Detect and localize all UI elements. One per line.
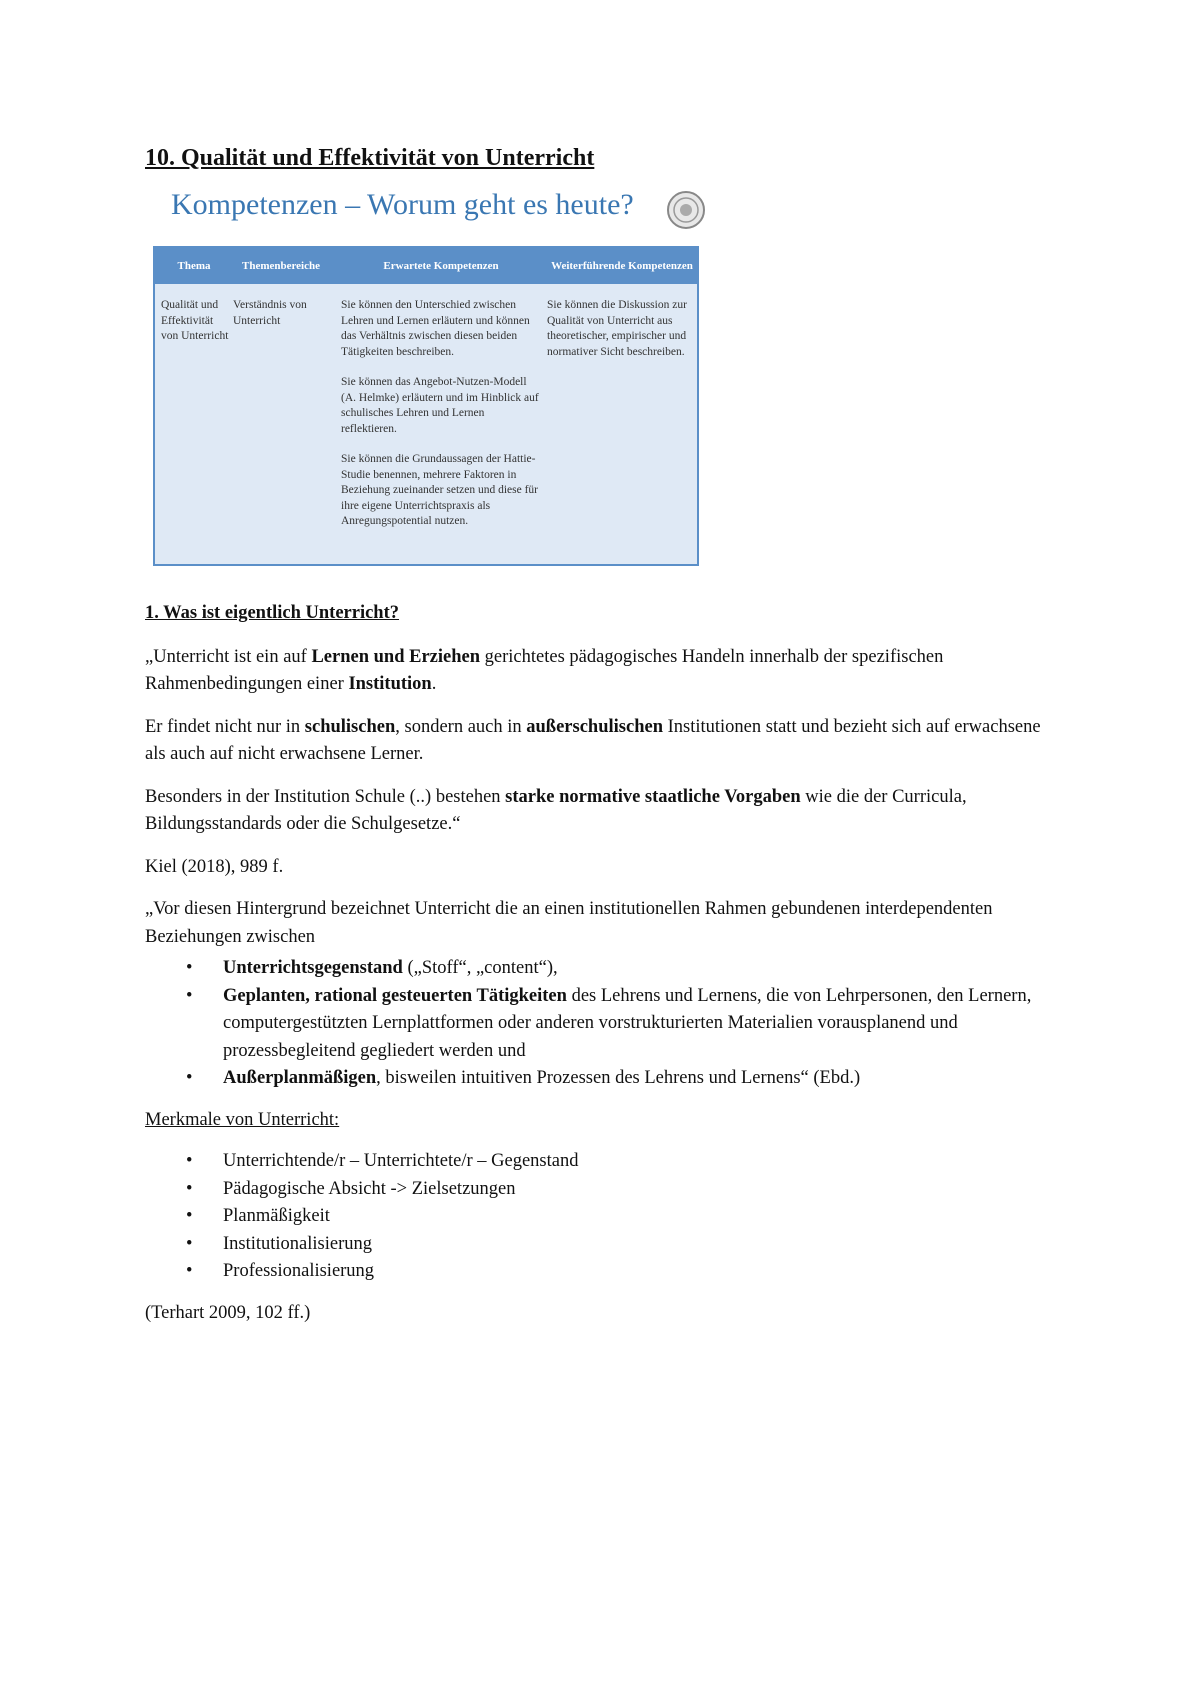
list-item: • Professionalisierung bbox=[218, 1258, 1065, 1286]
bold-text: Institution bbox=[348, 674, 432, 694]
cell-themenbereich: Verständnis von Unterricht bbox=[233, 299, 307, 327]
paragraph-institutions bbox=[145, 714, 1065, 769]
bold-text: Geplanten, rational gesteuerten Tätigkeiten bbox=[223, 985, 567, 1006]
merkmale-label: Merkmale von Unterricht: bbox=[145, 1109, 340, 1130]
competence-table bbox=[153, 246, 699, 566]
list-item bbox=[218, 955, 1065, 983]
bold-text: Lernen und Erziehen bbox=[311, 646, 481, 667]
text: des Lehrens und Lernens, die von Lehrpersonen, den Lernern, computergestützten Lernplattformen oder anderen vorstrukturierten Materialien vorausplanend und prozessbegleitend gegliedert werden und bbox=[223, 985, 1032, 1061]
text: („Stoff“, „content“), bbox=[402, 958, 558, 978]
table-header bbox=[155, 248, 697, 284]
relations-list bbox=[145, 955, 1065, 1093]
text: gerichtetes pädagogisches Handeln innerhalb der spezifischen Rahmenbedingungen einer bbox=[145, 646, 944, 694]
list-item bbox=[218, 983, 1065, 1066]
text: . bbox=[431, 674, 437, 694]
text: wie die der Curricula, Bildungsstandards oder die Schulgesetze.“ bbox=[145, 786, 967, 834]
erwartete-item: Sie können die Grundaussagen der Hattie-Studie benennen, mehrere Faktoren in Beziehung zueinander setzen und diese für ihre eigene Unterrichtspraxis als Anregungspotential nutzen. bbox=[341, 453, 539, 527]
text: „Unterricht ist ein auf bbox=[145, 646, 312, 667]
list-item: • Institutionalisierung bbox=[218, 1231, 1065, 1259]
list-item bbox=[218, 1065, 1065, 1093]
header-thema: Thema bbox=[177, 259, 211, 272]
list-item: • Pädagogische Absicht -> Zielsetzungen bbox=[218, 1176, 1065, 1204]
bold-text: Unterrichtsgegenstand bbox=[223, 958, 403, 978]
list-item: • Planmäßigkeit bbox=[218, 1203, 1065, 1231]
university-seal-icon bbox=[666, 190, 706, 230]
text: Institutionen statt und bezieht sich auf erwachsene als auch auf nicht erwachsene Lerner. bbox=[145, 716, 1041, 764]
competence-slide-image bbox=[153, 188, 708, 568]
text: , sondern auch in bbox=[395, 716, 527, 737]
citation-terhart: (Terhart 2009, 102 ff.) bbox=[145, 1302, 311, 1323]
merkmale-list bbox=[145, 1148, 1065, 1286]
list-item: • Unterrichtende/r – Unterrichtete/r – Gegenstand bbox=[218, 1148, 1065, 1176]
citation-kiel: Kiel (2018), 989 f. bbox=[145, 856, 284, 877]
paragraph-definition bbox=[145, 644, 1065, 699]
cell-erwartete bbox=[341, 298, 541, 545]
table-body bbox=[155, 284, 697, 564]
slide-title: Kompetenzen – Worum geht es heute? bbox=[171, 188, 634, 221]
paragraph-school bbox=[145, 784, 1065, 839]
bold-text: außerschulischen bbox=[526, 716, 663, 737]
cell-weiterfuehrende: Sie können die Diskussion zur Qualität von Unterricht aus theoretischer, empirischer und normativer Sicht beschreiben. bbox=[547, 299, 687, 358]
section-heading: 1. Was ist eigentlich Unterricht? bbox=[145, 603, 400, 623]
text: , bisweilen intuitiven Prozessen des Lehrens und Lernens“ (Ebd.) bbox=[376, 1068, 861, 1088]
text: Besonders in der Institution Schule (..) bestehen bbox=[145, 786, 506, 807]
bold-text: schulischen bbox=[304, 716, 396, 737]
paragraph-relations: „Vor diesen Hintergrund bezeichnet Unterricht die an einen institutionellen Rahmen gebundenen interdependenten Beziehungen zwischen bbox=[145, 899, 993, 947]
section-1 bbox=[145, 600, 1065, 1342]
bold-text: starke normative staatliche Vorgaben bbox=[505, 786, 801, 807]
cell-thema: Qualität und Effektivität von Unterricht bbox=[161, 299, 229, 342]
erwartete-item: Sie können das Angebot-Nutzen-Modell (A. Helmke) erläutern und im Hinblick auf schulisches Lehren und Lernen reflektieren. bbox=[341, 376, 539, 435]
header-themenbereiche: Themenbereiche bbox=[241, 259, 320, 272]
bold-text: Außerplanmäßigen bbox=[223, 1068, 377, 1088]
text: Er findet nicht nur in bbox=[145, 716, 305, 737]
header-erwartete: Erwartete Kompetenzen bbox=[383, 259, 499, 272]
header-weiterfuehrende: Weiterführende Kompetenzen bbox=[551, 259, 693, 272]
erwartete-item: Sie können den Unterschied zwischen Lehren und Lernen erläutern und können das Verhältnis zwischen diesen beiden Tätigkeiten beschreiben. bbox=[341, 299, 530, 358]
page-title: 10. Qualität und Effektivität von Unterricht bbox=[145, 145, 595, 171]
